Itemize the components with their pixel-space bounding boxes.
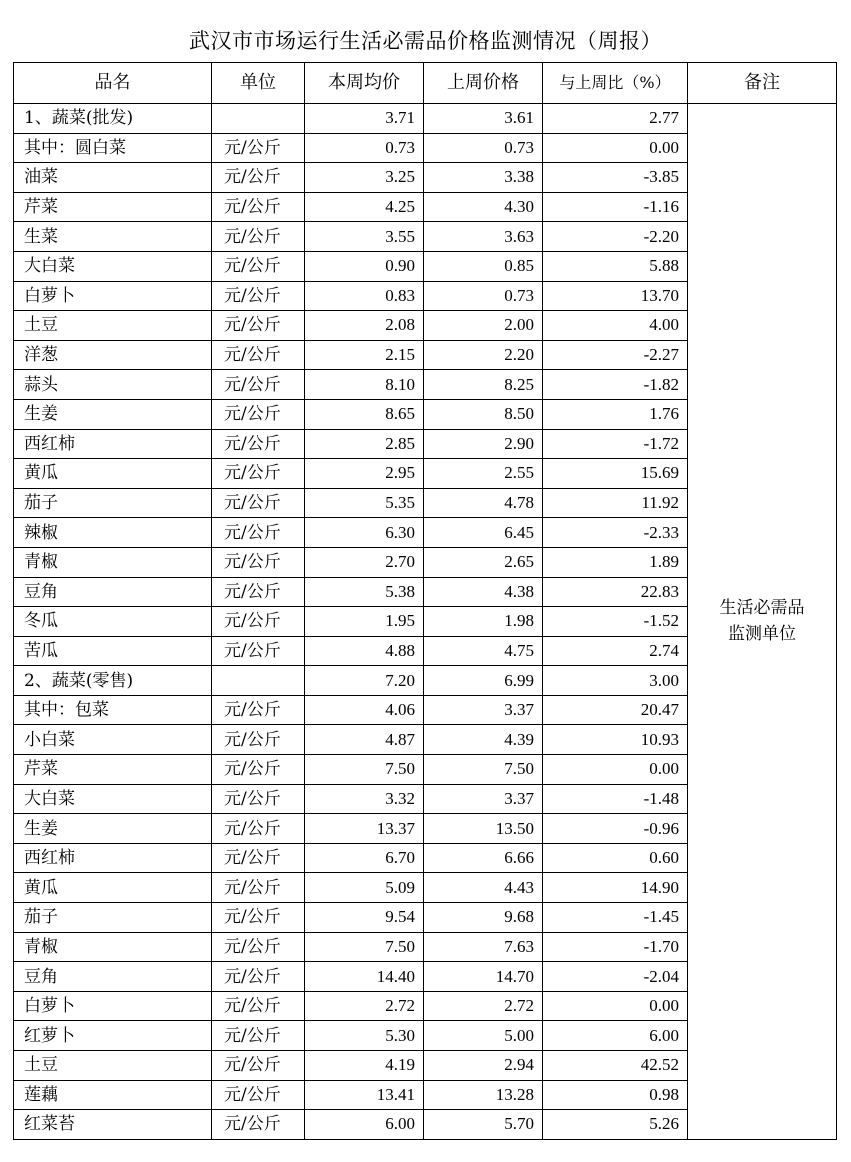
change-percent-cell: 5.88 — [543, 251, 688, 281]
item-name-cell: 小白菜 — [14, 725, 212, 755]
change-percent-cell: 0.00 — [543, 755, 688, 785]
current-price-cell: 0.90 — [305, 251, 424, 281]
unit-cell: 元/公斤 — [212, 725, 305, 755]
change-percent-cell: 6.00 — [543, 1021, 688, 1051]
item-name-cell: 豆角 — [14, 962, 212, 992]
current-price-cell: 4.06 — [305, 695, 424, 725]
item-name-cell: 芹菜 — [14, 192, 212, 222]
change-percent-cell: 3.00 — [543, 666, 688, 696]
previous-price-cell: 2.94 — [424, 1051, 543, 1081]
change-percent-cell: 1.89 — [543, 547, 688, 577]
unit-cell: 元/公斤 — [212, 903, 305, 933]
previous-price-cell: 13.50 — [424, 814, 543, 844]
unit-cell: 元/公斤 — [212, 873, 305, 903]
current-price-cell: 5.38 — [305, 577, 424, 607]
header-current-price: 本周均价 — [305, 63, 424, 104]
unit-cell: 元/公斤 — [212, 784, 305, 814]
change-percent-cell: 5.26 — [543, 1110, 688, 1140]
header-previous-price: 上周价格 — [424, 63, 543, 104]
current-price-cell: 2.15 — [305, 340, 424, 370]
previous-price-cell: 2.55 — [424, 459, 543, 489]
previous-price-cell: 3.37 — [424, 695, 543, 725]
previous-price-cell: 8.50 — [424, 399, 543, 429]
previous-price-cell: 0.73 — [424, 133, 543, 163]
item-name-cell: 白萝卜 — [14, 281, 212, 311]
previous-price-cell: 7.63 — [424, 932, 543, 962]
previous-price-cell: 4.43 — [424, 873, 543, 903]
change-percent-cell: 0.60 — [543, 843, 688, 873]
change-percent-cell: 4.00 — [543, 311, 688, 341]
item-name-cell: 洋葱 — [14, 340, 212, 370]
unit-cell — [212, 666, 305, 696]
unit-cell: 元/公斤 — [212, 1021, 305, 1051]
unit-cell: 元/公斤 — [212, 311, 305, 341]
header-change-percent: 与上周比（%） — [543, 63, 688, 104]
previous-price-cell: 4.39 — [424, 725, 543, 755]
unit-cell: 元/公斤 — [212, 547, 305, 577]
unit-cell: 元/公斤 — [212, 1110, 305, 1140]
current-price-cell: 3.25 — [305, 163, 424, 193]
item-name-cell: 黄瓜 — [14, 459, 212, 489]
current-price-cell: 6.00 — [305, 1110, 424, 1140]
table-row — [14, 104, 837, 134]
item-name-cell: 其中：圆白菜 — [14, 133, 212, 163]
previous-price-cell: 4.38 — [424, 577, 543, 607]
item-name-cell: 红萝卜 — [14, 1021, 212, 1051]
current-price-cell: 9.54 — [305, 903, 424, 933]
change-percent-cell: -1.45 — [543, 903, 688, 933]
previous-price-cell: 2.00 — [424, 311, 543, 341]
change-percent-cell: -2.04 — [543, 962, 688, 992]
item-name-cell: 红菜苔 — [14, 1110, 212, 1140]
item-name-cell: 大白菜 — [14, 784, 212, 814]
unit-cell: 元/公斤 — [212, 192, 305, 222]
change-percent-cell: -1.70 — [543, 932, 688, 962]
previous-price-cell: 4.30 — [424, 192, 543, 222]
previous-price-cell: 6.66 — [424, 843, 543, 873]
current-price-cell: 4.25 — [305, 192, 424, 222]
unit-cell: 元/公斤 — [212, 399, 305, 429]
change-percent-cell: -1.52 — [543, 607, 688, 637]
change-percent-cell: -1.72 — [543, 429, 688, 459]
change-percent-cell: 13.70 — [543, 281, 688, 311]
change-percent-cell: -1.82 — [543, 370, 688, 400]
item-name-cell: 1、蔬菜(批发) — [14, 104, 212, 134]
item-name-cell: 其中：包菜 — [14, 695, 212, 725]
item-name-cell: 土豆 — [14, 311, 212, 341]
unit-cell: 元/公斤 — [212, 370, 305, 400]
current-price-cell: 4.87 — [305, 725, 424, 755]
previous-price-cell: 2.65 — [424, 547, 543, 577]
item-name-cell: 莲藕 — [14, 1080, 212, 1110]
item-name-cell: 土豆 — [14, 1051, 212, 1081]
table-header-row — [14, 63, 837, 104]
item-name-cell: 生菜 — [14, 222, 212, 252]
current-price-cell: 8.10 — [305, 370, 424, 400]
current-price-cell: 8.65 — [305, 399, 424, 429]
unit-cell: 元/公斤 — [212, 607, 305, 637]
item-name-cell: 辣椒 — [14, 518, 212, 548]
item-name-cell: 2、蔬菜(零售) — [14, 666, 212, 696]
item-name-cell: 黄瓜 — [14, 873, 212, 903]
current-price-cell: 5.35 — [305, 488, 424, 518]
price-table — [13, 62, 837, 1140]
unit-cell: 元/公斤 — [212, 340, 305, 370]
current-price-cell: 7.50 — [305, 932, 424, 962]
unit-cell: 元/公斤 — [212, 755, 305, 785]
current-price-cell: 13.37 — [305, 814, 424, 844]
current-price-cell: 4.88 — [305, 636, 424, 666]
header-unit: 单位 — [212, 63, 305, 104]
previous-price-cell: 1.98 — [424, 607, 543, 637]
unit-cell: 元/公斤 — [212, 488, 305, 518]
change-percent-cell: -2.27 — [543, 340, 688, 370]
unit-cell — [212, 104, 305, 134]
change-percent-cell: -0.96 — [543, 814, 688, 844]
previous-price-cell: 3.38 — [424, 163, 543, 193]
previous-price-cell: 3.63 — [424, 222, 543, 252]
change-percent-cell: 0.00 — [543, 133, 688, 163]
previous-price-cell: 0.85 — [424, 251, 543, 281]
current-price-cell: 0.73 — [305, 133, 424, 163]
change-percent-cell: 14.90 — [543, 873, 688, 903]
item-name-cell: 西红柿 — [14, 429, 212, 459]
item-name-cell: 茄子 — [14, 488, 212, 518]
change-percent-cell: 22.83 — [543, 577, 688, 607]
current-price-cell: 5.09 — [305, 873, 424, 903]
change-percent-cell: 42.52 — [543, 1051, 688, 1081]
previous-price-cell: 6.99 — [424, 666, 543, 696]
unit-cell: 元/公斤 — [212, 429, 305, 459]
item-name-cell: 苦瓜 — [14, 636, 212, 666]
item-name-cell: 白萝卜 — [14, 991, 212, 1021]
change-percent-cell: 10.93 — [543, 725, 688, 755]
unit-cell: 元/公斤 — [212, 251, 305, 281]
unit-cell: 元/公斤 — [212, 814, 305, 844]
current-price-cell: 5.30 — [305, 1021, 424, 1051]
unit-cell: 元/公斤 — [212, 459, 305, 489]
previous-price-cell: 3.61 — [424, 104, 543, 134]
unit-cell: 元/公斤 — [212, 636, 305, 666]
change-percent-cell: -2.33 — [543, 518, 688, 548]
unit-cell: 元/公斤 — [212, 163, 305, 193]
note-line-1: 生活必需品 — [719, 598, 805, 619]
unit-cell: 元/公斤 — [212, 1051, 305, 1081]
item-name-cell: 冬瓜 — [14, 607, 212, 637]
change-percent-cell: 11.92 — [543, 488, 688, 518]
item-name-cell: 茄子 — [14, 903, 212, 933]
item-name-cell: 油菜 — [14, 163, 212, 193]
page-title: 武汉市市场运行生活必需品价格监测情况（周报） — [189, 29, 662, 53]
current-price-cell: 14.40 — [305, 962, 424, 992]
previous-price-cell: 5.00 — [424, 1021, 543, 1051]
item-name-cell: 豆角 — [14, 577, 212, 607]
previous-price-cell: 3.37 — [424, 784, 543, 814]
current-price-cell: 3.32 — [305, 784, 424, 814]
item-name-cell: 蒜头 — [14, 370, 212, 400]
unit-cell: 元/公斤 — [212, 991, 305, 1021]
change-percent-cell: 2.77 — [543, 104, 688, 134]
previous-price-cell: 6.45 — [424, 518, 543, 548]
change-percent-cell: 20.47 — [543, 695, 688, 725]
change-percent-cell: 2.74 — [543, 636, 688, 666]
previous-price-cell: 2.90 — [424, 429, 543, 459]
previous-price-cell: 13.28 — [424, 1080, 543, 1110]
current-price-cell: 2.85 — [305, 429, 424, 459]
current-price-cell: 6.70 — [305, 843, 424, 873]
current-price-cell: 6.30 — [305, 518, 424, 548]
change-percent-cell: 1.76 — [543, 399, 688, 429]
unit-cell: 元/公斤 — [212, 577, 305, 607]
header-name: 品名 — [14, 63, 212, 104]
change-percent-cell: 0.98 — [543, 1080, 688, 1110]
change-percent-cell: -2.20 — [543, 222, 688, 252]
unit-cell: 元/公斤 — [212, 222, 305, 252]
current-price-cell: 13.41 — [305, 1080, 424, 1110]
current-price-cell: 3.55 — [305, 222, 424, 252]
current-price-cell: 2.95 — [305, 459, 424, 489]
unit-cell: 元/公斤 — [212, 133, 305, 163]
change-percent-cell: 0.00 — [543, 991, 688, 1021]
table-body — [14, 104, 837, 1140]
previous-price-cell: 7.50 — [424, 755, 543, 785]
previous-price-cell: 0.73 — [424, 281, 543, 311]
previous-price-cell: 4.75 — [424, 636, 543, 666]
previous-price-cell: 8.25 — [424, 370, 543, 400]
unit-cell: 元/公斤 — [212, 843, 305, 873]
note-line-2: 监测单位 — [728, 624, 796, 645]
current-price-cell: 1.95 — [305, 607, 424, 637]
item-name-cell: 芹菜 — [14, 755, 212, 785]
change-percent-cell: -3.85 — [543, 163, 688, 193]
unit-cell: 元/公斤 — [212, 695, 305, 725]
unit-cell: 元/公斤 — [212, 962, 305, 992]
unit-cell: 元/公斤 — [212, 518, 305, 548]
unit-cell: 元/公斤 — [212, 281, 305, 311]
current-price-cell: 4.19 — [305, 1051, 424, 1081]
change-percent-cell: -1.48 — [543, 784, 688, 814]
change-percent-cell: -1.16 — [543, 192, 688, 222]
current-price-cell: 0.83 — [305, 281, 424, 311]
previous-price-cell: 2.20 — [424, 340, 543, 370]
current-price-cell: 2.70 — [305, 547, 424, 577]
previous-price-cell: 2.72 — [424, 991, 543, 1021]
item-name-cell: 生姜 — [14, 814, 212, 844]
previous-price-cell: 4.78 — [424, 488, 543, 518]
item-name-cell: 青椒 — [14, 547, 212, 577]
current-price-cell: 2.72 — [305, 991, 424, 1021]
item-name-cell: 青椒 — [14, 932, 212, 962]
current-price-cell: 2.08 — [305, 311, 424, 341]
current-price-cell: 7.50 — [305, 755, 424, 785]
unit-cell: 元/公斤 — [212, 1080, 305, 1110]
previous-price-cell: 5.70 — [424, 1110, 543, 1140]
change-percent-cell: 15.69 — [543, 459, 688, 489]
previous-price-cell: 9.68 — [424, 903, 543, 933]
current-price-cell: 7.20 — [305, 666, 424, 696]
current-price-cell: 3.71 — [305, 104, 424, 134]
item-name-cell: 生姜 — [14, 399, 212, 429]
unit-cell: 元/公斤 — [212, 932, 305, 962]
previous-price-cell: 14.70 — [424, 962, 543, 992]
item-name-cell: 大白菜 — [14, 251, 212, 281]
note-cell — [688, 104, 837, 1140]
header-note: 备注 — [688, 63, 837, 104]
item-name-cell: 西红柿 — [14, 843, 212, 873]
